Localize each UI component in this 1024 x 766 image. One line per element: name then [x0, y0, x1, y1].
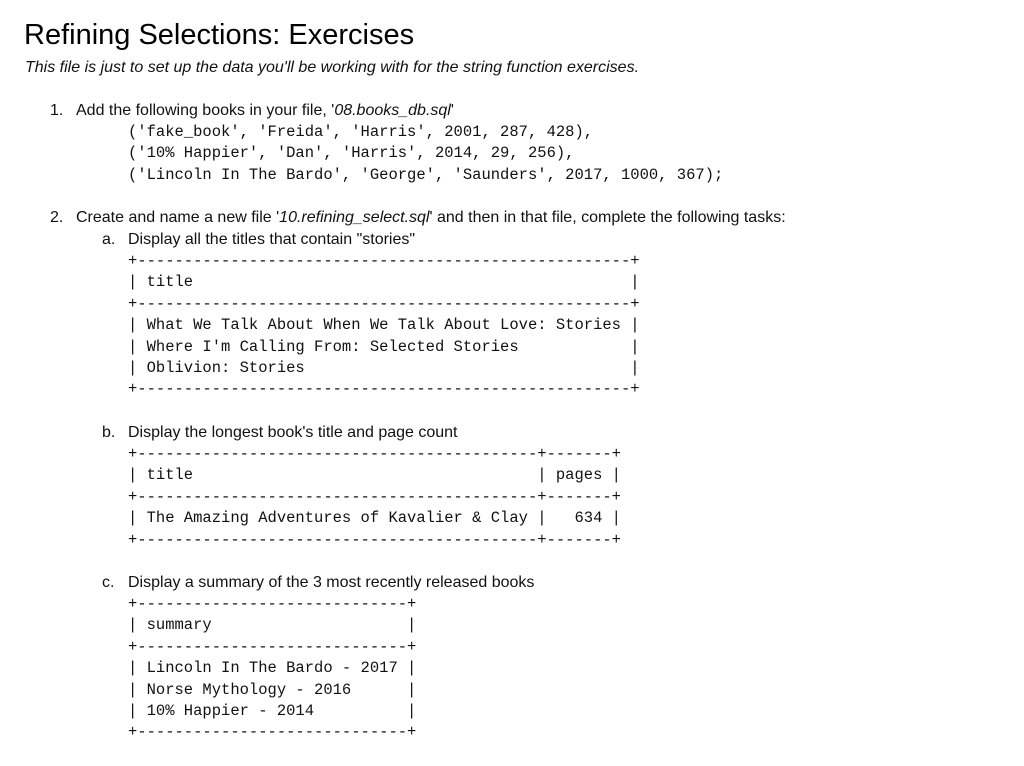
- task-b-text: Display the longest book's title and page count: [128, 424, 458, 441]
- table-line: | Norse Mythology - 2016 |: [128, 680, 417, 699]
- task-a-result-table: [128, 251, 640, 401]
- table-line: +-----------------------------+: [128, 723, 417, 742]
- task-c-result-table: [128, 594, 416, 744]
- table-line: +-------------------------------------------+-------+: [128, 487, 621, 506]
- exercise-1-code-block: [128, 122, 723, 186]
- table-line: | What We Talk About When We Talk About Love: Stories |: [128, 316, 640, 335]
- exercise-1-text-after: ': [450, 102, 454, 119]
- table-line: +-----------------------------+: [128, 637, 417, 656]
- exercise-1-text-before: Add the following books in your file, ': [76, 102, 335, 119]
- exercise-1-filename: 08.books_db.sql: [334, 102, 451, 119]
- table-line: | Where I'm Calling From: Selected Stories |: [128, 337, 640, 356]
- table-line: | The Amazing Adventures of Kavalier & Clay | 634 |: [128, 509, 621, 528]
- task-c-letter: c.: [102, 574, 115, 591]
- exercise-2-number: 2.: [50, 209, 64, 226]
- page-subtitle: This file is just to set up the data you'll be working with for the string function exercises.: [25, 59, 640, 76]
- table-line: +-------------------------------------------+-------+: [128, 445, 621, 463]
- table-line: +-------------------------------------------+-------+: [128, 530, 621, 549]
- task-b-letter: b.: [102, 424, 116, 441]
- code-line: ('Lincoln In The Bardo', 'George', 'Saunders', 2017, 1000, 367);: [128, 165, 724, 184]
- task-c-text: Display a summary of the 3 most recently released books: [128, 574, 535, 591]
- table-line: | 10% Happier - 2014 |: [128, 702, 417, 721]
- table-line: +-----------------------------+: [128, 595, 417, 613]
- exercise-2-instruction: [76, 208, 786, 228]
- table-line: +-----------------------------------------------------+: [128, 252, 640, 270]
- task-a-text: Display all the titles that contain "stories": [128, 231, 416, 248]
- exercise-2-text-before: Create and name a new file ': [76, 209, 280, 226]
- table-line: +-----------------------------------------------------+: [128, 380, 640, 399]
- exercise-2-filename: 10.refining_select.sql: [279, 209, 430, 226]
- task-a-letter: a.: [102, 231, 116, 248]
- table-line: | summary |: [128, 616, 417, 635]
- table-line: | title |: [128, 273, 640, 292]
- code-line: ('10% Happier', 'Dan', 'Harris', 2014, 29, 256),: [128, 144, 575, 163]
- exercise-2-text-after: ' and then in that file, complete the following tasks:: [429, 209, 786, 226]
- exercise-1-number: 1.: [50, 102, 64, 119]
- table-line: | title | pages |: [128, 466, 621, 485]
- table-line: +-----------------------------------------------------+: [128, 294, 640, 313]
- task-b-result-table: [128, 444, 621, 551]
- table-line: | Oblivion: Stories |: [128, 359, 640, 378]
- exercise-1-instruction: [76, 101, 454, 121]
- page-title: Refining Selections: Exercises: [24, 19, 415, 51]
- table-line: | Lincoln In The Bardo - 2017 |: [128, 659, 417, 678]
- code-line: ('fake_book', 'Freida', 'Harris', 2001, 287, 428),: [128, 123, 594, 141]
